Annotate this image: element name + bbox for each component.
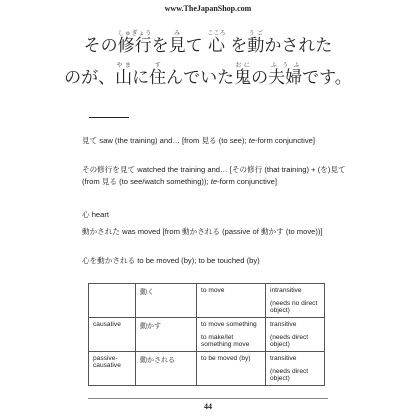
gloss-term: 見る: [101, 177, 118, 186]
furigana-word: 夫婦ふうふ: [268, 62, 303, 88]
gloss-mite: [82, 135, 350, 147]
gloss-text: -form conjunctive]: [255, 136, 315, 145]
gloss-term: を: [320, 165, 328, 174]
gloss-term: その修行: [231, 165, 263, 174]
furigana-word: 山やま: [115, 62, 133, 88]
table-cell-verb: 動く: [136, 284, 197, 318]
table-cell-verb: 動かされる: [136, 352, 197, 386]
transitivity-note: (needs direct object): [270, 368, 309, 382]
verb-forms-table: [88, 283, 325, 386]
sentence-line-2: [0, 62, 416, 88]
sentence-text: を: [151, 36, 169, 56]
transitivity-label: intransitive: [270, 287, 302, 294]
gloss-term: 心: [82, 210, 90, 219]
furigana-word: 住す: [149, 62, 167, 88]
sentence-line-1: [0, 30, 416, 56]
furigana-reading: うご: [247, 30, 265, 37]
table-cell-type: [89, 284, 136, 318]
sentence-text: その: [83, 36, 118, 56]
sentence-text: に: [132, 68, 150, 88]
table-cell-verb: 動かす: [136, 318, 197, 352]
meaning-primary: to move something: [201, 321, 257, 328]
gloss-shugyou-wo-mite: [82, 164, 350, 188]
gloss-text: (to move))]: [283, 227, 323, 236]
table-cell-meaning: to be moved (by): [197, 352, 266, 386]
furigana-word: 見み: [168, 30, 186, 56]
transitivity-note: (needs no direct object): [270, 300, 318, 314]
gloss-term: 見る: [201, 136, 217, 145]
sentence-text: のが、: [64, 68, 116, 88]
gloss-text: )見て (from: [82, 165, 346, 186]
furigana-reading: やま: [115, 62, 133, 69]
gloss-ugokasareta: [82, 226, 350, 238]
gloss-text: (to see);: [216, 136, 249, 145]
furigana-reading: こころ: [207, 30, 226, 37]
furigana-reading: ふうふ: [268, 62, 303, 69]
sentence-text: んでいた: [166, 68, 235, 88]
footer-rule: [88, 398, 328, 399]
sentence-text: です。: [302, 68, 352, 88]
furigana-word: 鬼おに: [234, 62, 252, 88]
sentence-text: を: [224, 36, 248, 56]
gloss-text: was moved [from: [119, 227, 183, 236]
table-cell-type: passive-causative: [89, 352, 136, 386]
transitivity-label: transitive: [270, 321, 297, 328]
gloss-text: watched the training and… [: [135, 165, 232, 174]
gloss-term: 動かされた: [82, 227, 120, 236]
site-url: www.TheJapanShop.com: [164, 4, 252, 13]
table-row: [89, 284, 325, 318]
gloss-italic: te: [210, 177, 218, 186]
furigana-word: 動うご: [247, 30, 265, 56]
table-cell-transitivity: [266, 352, 325, 386]
gloss-kokoro-wo-ugokasareru: [82, 255, 350, 267]
furigana-word: 修行しゅぎょう: [117, 30, 152, 56]
transitivity-note: (needs direct object): [270, 334, 309, 348]
sentence-text: て: [185, 36, 208, 56]
gloss-text: (to see/watch something));: [117, 177, 211, 186]
gloss-term: 心を動かされる: [82, 256, 136, 265]
gloss-term: その修行を見て: [82, 165, 136, 174]
gloss-italic: te: [248, 136, 256, 145]
gloss-text: heart: [89, 210, 110, 219]
table-cell-type: causative: [89, 318, 136, 352]
sentence-text: かされた: [264, 36, 333, 56]
furigana-word: 心こころ: [207, 30, 226, 56]
transitivity-label: transitive: [270, 355, 297, 362]
meaning-secondary: to make/let something move: [201, 334, 250, 348]
gloss-text: saw (the training) and… [from: [97, 136, 202, 145]
table-cell-meaning: to move: [197, 284, 266, 318]
gloss-text: (that training) + (: [262, 165, 321, 174]
gloss-text: -form conjunctive]: [217, 177, 277, 186]
table-cell-transitivity: [266, 318, 325, 352]
gloss-kokoro: [82, 209, 350, 221]
table-cell-meaning: [197, 318, 266, 352]
gloss-term: 見て: [82, 136, 98, 145]
sentence-text: の: [251, 68, 269, 88]
gloss-text: to be moved (by); to be touched (by): [135, 256, 260, 265]
table-row: [89, 318, 325, 352]
section-divider: [89, 117, 129, 118]
furigana-reading: しゅぎょう: [117, 30, 152, 37]
gloss-term: 動かす: [260, 227, 284, 236]
page-number: 44: [204, 402, 212, 411]
gloss-text: (passive of: [219, 227, 261, 236]
furigana-reading: す: [149, 62, 167, 69]
furigana-reading: おに: [234, 62, 252, 69]
furigana-reading: み: [168, 30, 186, 37]
table-cell-transitivity: [266, 284, 325, 318]
gloss-term: 動かされる: [182, 227, 220, 236]
table-row: [89, 352, 325, 386]
